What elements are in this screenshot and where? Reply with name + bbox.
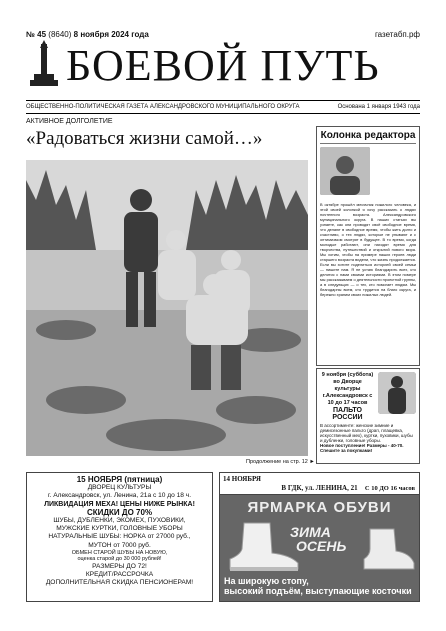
- fur-sale-trade1: ОБМЕН СТАРОЙ ШУБЫ НА НОВУЮ,: [71, 549, 168, 556]
- coat-fair-new: Новое поступление! Размеры - 40-70.: [320, 443, 404, 448]
- shoe-fair-season-autumn: ОСЕНЬ: [296, 538, 347, 554]
- shoe-fair-slogan: [224, 576, 412, 596]
- continue-link[interactable]: Продолжение на стр. 12 ►: [246, 459, 315, 465]
- monument-logo-icon: [26, 40, 62, 86]
- fur-sale-discount: СКИДКИ ДО 70%: [86, 507, 153, 517]
- issue-prefix: № 45: [26, 30, 47, 39]
- fur-sale-discount2: ДОПОЛНИТЕЛЬНАЯ СКИДКА ПЕНСИОНЕРАМ!: [45, 579, 194, 587]
- editor-column-text: В октябре прошёл месячник пожилого человека, и этой своей колонкой я хочу рассказать о людях почтенного возраста. Александровского муниципального округа. В наших статьях вы узнаете, как они проводят своё свободное время, что делают в свободное время, чтобы жить долго и счастливо, о тех людях, которые не унывают и с оптимизмом смотрят в будущее. В то время, когда молодые работают, они находят время для творчества, путешествий и открытий нового мира. Мы хотим, чтобы на примере наших героев люди старшего возраста видели, что жизнь продолжается. Если вы хотите поделиться историей своей семьи — пишите нам. Я не устаю благодарить всех, кто делится с нами своими историями. В этом номере мы рассказываем о деятельности проектной группы, а в следующих — о тех, кто помогает людям. Мы благодарны всем, кто трудится на благо округа, и бережно храним своих пожилых людей.: [320, 202, 416, 297]
- fur-sale-items2: МУЖСКИЕ КУРТКИ, ГОЛОВНЫЕ УБОРЫ: [56, 525, 183, 533]
- editor-column: [316, 126, 420, 366]
- coat-fair-title: ПАЛЬТО РОССИИ: [332, 407, 363, 421]
- fur-sale-date: 15 НОЯБРЯ (пятница): [76, 475, 163, 484]
- article-headline[interactable]: «Радоваться жизни самой…»: [26, 128, 263, 149]
- fur-sale-ad: [26, 472, 213, 602]
- shoe-fair-ad: [219, 472, 420, 602]
- shoe-fair-date: 14 НОЯБРЯ: [223, 475, 261, 483]
- newspaper-title: БОЕВОЙ ПУТЬ: [66, 41, 380, 90]
- issue-date: 8 ноября 2024 года: [73, 30, 149, 39]
- issue-info: [26, 30, 149, 39]
- fur-sale-venue: ДВОРЕЦ КУЛЬТУРЫ: [87, 484, 152, 492]
- fur-sale-sizes: РАЗМЕРЫ ДО 72!: [92, 562, 147, 570]
- fur-sale-address: г. Александровск, ул. Ленина, 21а с 10 до 18 ч.: [47, 492, 192, 500]
- boot-image: [224, 519, 304, 573]
- editor-column-title: Колонка редактора: [320, 130, 416, 144]
- shoe-fair-season-winter: ЗИМА: [290, 524, 331, 540]
- issue-number: (8640): [48, 30, 72, 39]
- subtitle-bar: [26, 100, 420, 114]
- woman-in-coat-image: [378, 372, 416, 414]
- fur-sale-items1: ШУБЫ, ДУБЛЕНКИ, ЭКОМЕХ, ПУХОВИКИ,: [53, 517, 186, 525]
- coat-fair-hurry: Спешите за покупками!: [320, 448, 373, 453]
- fur-sale-trade2: оценка старой до 30 000 рублей!: [77, 556, 162, 563]
- coat-fair-ad: [316, 368, 420, 464]
- editor-portrait: [320, 147, 370, 195]
- coat-fair-date: 9 ноября (суббота) во Дворце культуры г.Александровск с 10 до 17 часов: [321, 372, 374, 406]
- shoe-fair-title: ЯРМАРКА ОБУВИ: [247, 499, 392, 516]
- fur-sale-price2: МУТОН от 7000 руб.: [88, 541, 151, 549]
- newspaper-subtitle: ОБЩЕСТВЕННО-ПОЛИТИЧЕСКАЯ ГАЗЕТА АЛЕКСАНДРОВСКОГО МУНИЦИПАЛЬНОГО ОКРУГА: [26, 104, 300, 110]
- shoe-fair-venue: В ГДК, ул. ЛЕНИНА, 21: [281, 484, 358, 492]
- founded-date: Основана 1 января 1943 года: [337, 104, 420, 110]
- ankle-boot-image: [360, 523, 418, 573]
- fur-sale-liquidation: ЛИКВИДАЦИЯ МЕХА! ЦЕНЫ НИЖЕ РЫНКА!: [44, 500, 195, 508]
- group-photo: [26, 160, 308, 456]
- coat-fair-assortment: В ассортименте: женские зимние и демисезонные пальто (драп, плащевка, искусственный мех), куртки, пуховики, шубы и дубленки, головные уборы.: [320, 423, 413, 443]
- fur-sale-credit: КРЕДИТ/РАССРОЧКА: [85, 571, 154, 579]
- shoe-fair-slogan-2: высокий подъём, выступающие косточки: [224, 586, 412, 596]
- shoe-fair-slogan-1: На широкую стопу,: [224, 576, 309, 586]
- article-rubric: АКТИВНОЕ ДОЛГОЛЕТИЕ: [26, 118, 113, 125]
- site-link[interactable]: газетабп.рф: [374, 30, 420, 39]
- fur-sale-price1: НАТУРАЛЬНЫЕ ШУБЫ: НОРКА от 27000 руб.,: [48, 533, 191, 541]
- shoe-fair-hours: С 10 ДО 16 часов: [364, 485, 415, 492]
